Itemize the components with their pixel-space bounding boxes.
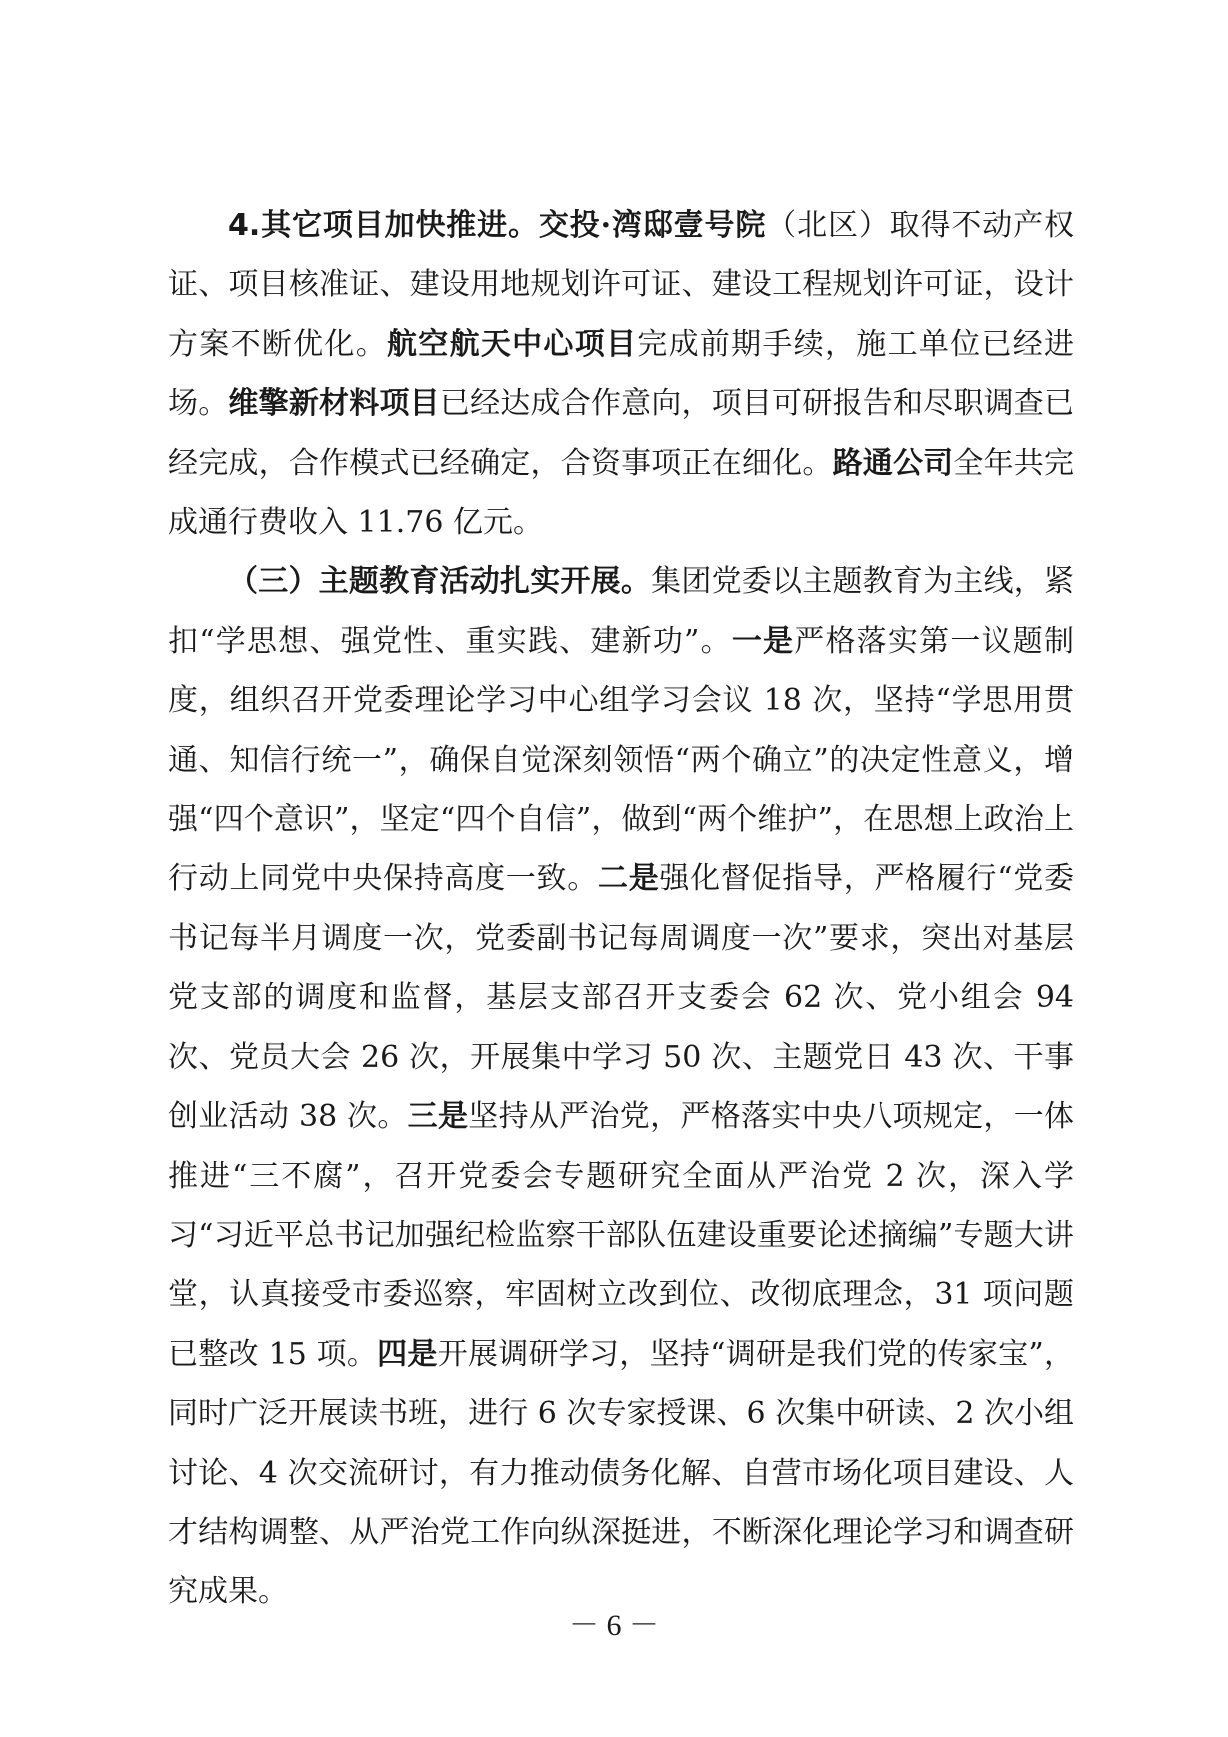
- project-name-wandi: 交投·湾邸壹号院: [538, 208, 767, 243]
- point-marker-three: 三是: [407, 1099, 469, 1135]
- text-run: 完成前期手续，施工单位已经进场。: [168, 326, 1075, 422]
- text-run: 坚持从严治党，严格落实中央八项规定，一体推进“三不腐”，召开党委会专题研究全面从严治党 2 次，深入学习“习近平总书记加强纪检监察干部队伍建设重要论述摘编”专题大讲堂，认真接受市委巡察，牢固树立改到位、改彻底理念，31 项问题已整改 15 项。: [168, 1099, 1075, 1372]
- text-run: 严格落实第一议题制度，组织召开党委理论学习中心组学习会议 18 次，坚持“学思用贯通、知信行统一”，确保自觉深刻领悟“两个确立”的决定性意义，增强“四个意识”，坚定“四个自信”，做到“两个维护”，在思想上政治上行动上同党中央保持高度一致。: [168, 623, 1074, 897]
- text-run: 开展调研学习，坚持“调研是我们党的传家宝”，同时广泛开展读书班，进行 6 次专家授课、6 次集中研读、2 次小组讨论、4 次交流研讨，有力推动债务化解、自营市场化项目建设、人才结构调整、从严治党工作向纵深挺进，不断深化理论学习和调查研究成果。: [168, 1336, 1075, 1610]
- project-name-weiqing: 维擎新材料项目: [228, 386, 440, 422]
- point-marker-one: 一是: [731, 623, 795, 659]
- point-marker-two: 二是: [597, 861, 660, 897]
- paragraph-other-projects: [168, 196, 1074, 552]
- point-marker-four: 四是: [377, 1336, 438, 1372]
- text-run: 强化督促指导，严格履行“党委书记每半月调度一次，党委副书记每周调度一次”要求，突出对基层党支部的调度和监督，基层支部召开支委会 62 次、党小组会 94 次、党员大会 26 次，开展集中学习 50 次、主题党日 43 次、干事创业活动 38 次。: [168, 861, 1075, 1135]
- text-run: 全年共完成通行费收入 11.76 亿元。: [168, 445, 1075, 541]
- section-heading-theme-education: （三）主题教育活动扎实开展。: [228, 564, 652, 600]
- page-number: － 6 －: [569, 1609, 659, 1642]
- body-text: [168, 196, 1074, 1622]
- text-run: 集团党委以主题教育为主线，紧扣“学思想、强党性、重实践、建新功”。: [168, 564, 1075, 659]
- text-run: （北区）取得不动产权证、项目核准证、建设用地规划许可证、建设工程规划许可证，设计方案不断优化。: [168, 208, 1074, 362]
- text-run: 已经达成合作意向，项目可研报告和尽职调查已经完成，合作模式已经确定，合资事项正在细化。: [168, 386, 1075, 481]
- project-name-aerospace: 航空航天中心项目: [387, 326, 638, 362]
- company-name-lutong: 路通公司: [832, 445, 954, 481]
- section-heading-other-projects: 4.其它项目加快推进。: [228, 208, 539, 243]
- paragraph-theme-education: [168, 552, 1074, 1621]
